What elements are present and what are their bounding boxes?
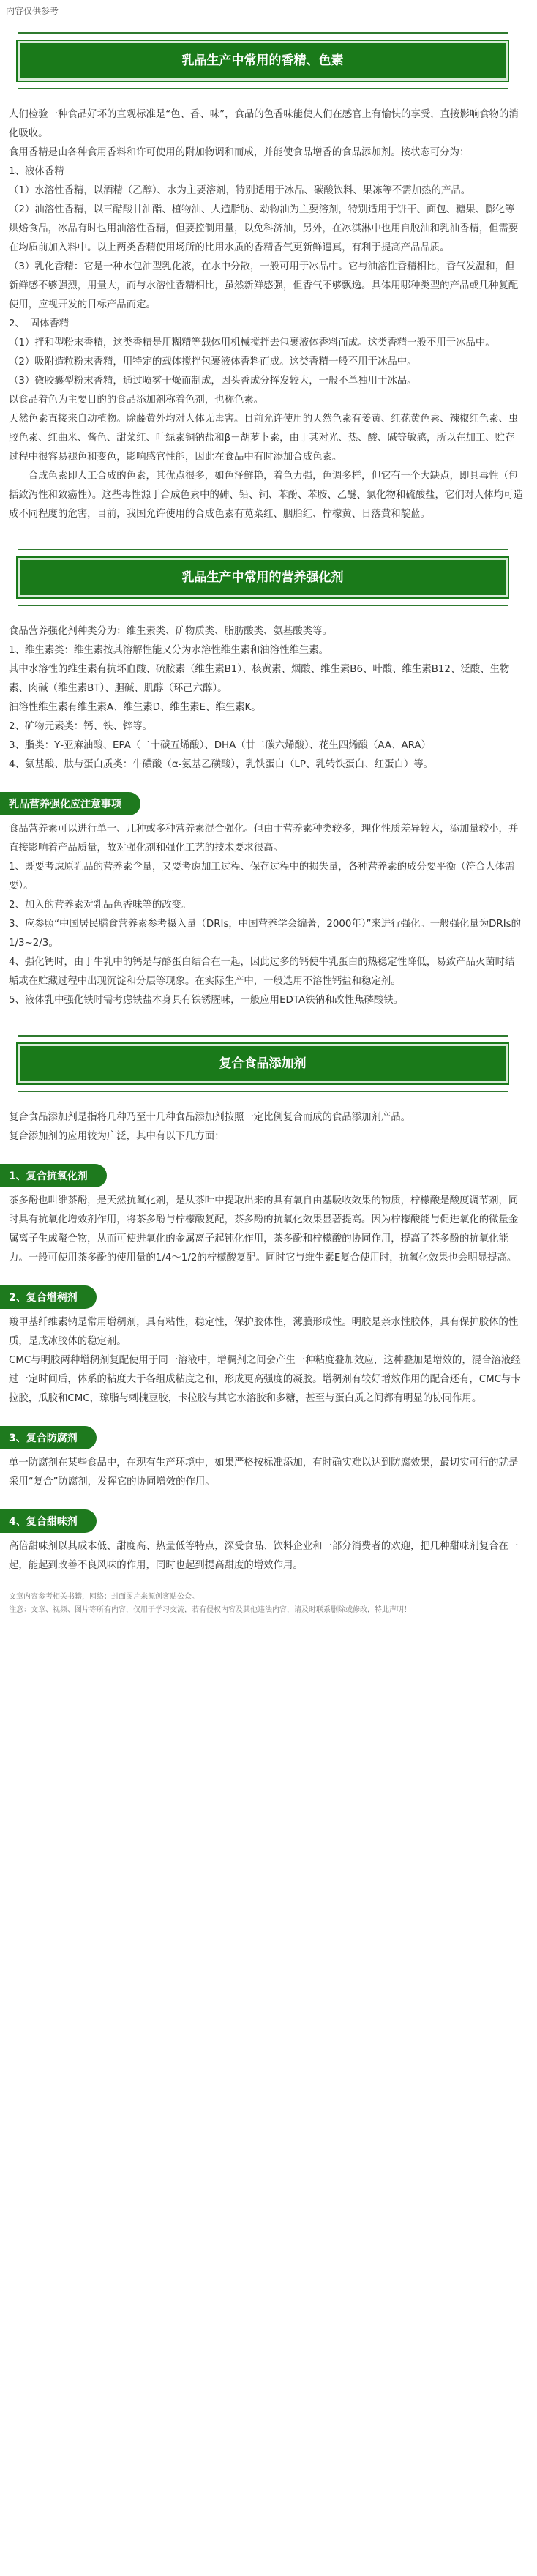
paragraph: 高倍甜味剂以其成本低、甜度高、热量低等特点，深受食品、饮料企业和一部分消费者的欢迎，把几种甜味剂复合在一起，能起到改善不良风味的作用，同时也起到提高甜度的增效作用。: [9, 1541, 519, 1571]
paragraph: （3）乳化香精：它是一种水包油型乳化液，在水中分散，一般可用于冰品中。它与油溶性香精相比，香气发温和，但新鲜感不够强烈，用量大，而与水溶性香精相比，虽然新鲜感强，但香气不够飘逸。具体用哪种类型的产品或几种复配使用，应视开发的目标产品而定。: [9, 261, 519, 310]
section-preservative-body: [0, 1454, 537, 1492]
section-antioxidant-body: [0, 1192, 537, 1268]
footer-note: 文章内容参考相关书籍，网络；封面图片来源创客贴公众。 注意：文章、视频、图片等所有内容，仅用于学习交流，若有侵权内容及其他违法内容，请及时联系删除或修改，特此声明！: [9, 1586, 528, 1617]
section-title-nutrition: 乳品生产中常用的营养强化剂: [18, 558, 508, 597]
section-title-compound: 复合食品添加剂: [18, 1044, 508, 1083]
paragraph: 2、加入的营养素对乳品色香味等的改变。: [9, 900, 192, 911]
paragraph: 2、 固体香精: [9, 318, 70, 329]
paragraph: 天然色素直接来自动植物。除藤黄外均对人体无毒害。目前允许使用的天然色素有姜黄、红花黄色素、辣椒红色素、虫胶色素、红曲米、酱色、甜菜红、叶绿素铜钠盐和β－胡萝卜素，由于其对光、热、酸、碱等敏感，所以在加工、贮存过程中很容易褪色和变色，影响感官性能，因此在食品中有时添加合成色素。: [9, 414, 519, 463]
paragraph: 其中水溶性的维生素有抗坏血酸、硫胺素（维生素B1）、核黄素、烟酸、维生素B6、叶酸、维生素B12、泛酸、生物素、肉碱（维生素BT）、胆碱、肌醇（环己六醇）。: [9, 664, 510, 694]
paragraph: 4、强化钙时，由于牛乳中的钙是与酪蛋白结合在一起，因此过多的钙使牛乳蛋白的热稳定性降低，易致产品灭菌时结垢或在贮藏过程中出现沉淀和分层等现象。在实际生产中，一般选用不溶性钙盐和稳定剂。: [9, 957, 515, 987]
paragraph: 羧甲基纤维素钠是常用增稠剂，具有粘性，稳定性，保护胶体性，薄膜形成性。明胶是亲水性胶体，具有保护胶体的性质，是成冰胶体的稳定剂。: [9, 1317, 519, 1347]
paragraph: 4、氨基酸、肽与蛋白质类：牛磺酸（α-氨基乙磺酸），乳铁蛋白（LP、乳转铁蛋白、红蛋白）等。: [9, 759, 434, 770]
paragraph: 油溶性维生素有维生素A、维生素D、维生素E、维生素K。: [9, 702, 261, 713]
paragraph: 单一防腐剂在某些食品中，在现有生产环境中，如果严格按标准添加，有时确实难以达到防腐效果，最切实可行的就是采用“复合”防腐剂，发挥它的协同增效的作用。: [9, 1457, 519, 1487]
section-nutrition-body: [0, 622, 537, 774]
subheading-fortification-notes: 乳品营养强化应注意事项: [0, 792, 140, 815]
section-compound-intro: [0, 1108, 537, 1146]
paragraph: 3、脂类：Υ-亚麻油酸、EPA（二十碳五烯酸）、DHA（廿二碳六烯酸）、花生四烯酸（AA、ARA）: [9, 740, 431, 751]
paragraph: （2）油溶性香精，以三醋酸甘油酯、植物油、人造脂肪、动物油为主要溶剂，特别适用于饼干、面包、糖果、膨化等烘焙食品，冰品有时也用油溶性香精，但要控制用量，以免科济油，另外，在冰淇淋中也用自脱油和乳油香精，但需要在均质前加入料中。以上两类香精使用场所的比用水质的香精香气更新鲜逼真，有利于提高产品品质。: [9, 204, 519, 253]
paragraph: 食品营养素可以进行单一、几种或多种营养素混合强化。但由于营养素种类较多，理化性质差异较大，添加量较小，并直接影响着产品质量，故对强化剂和强化工艺的技术要求很高。: [9, 824, 519, 854]
section-thickener-body: [0, 1313, 537, 1408]
paragraph: 复合食品添加剂是指将几种乃至十几种食品添加剂按照一定比例复合而成的食品添加剂产品。: [9, 1112, 411, 1123]
section-banner-1: [18, 32, 508, 89]
paragraph: 3、应参照“中国居民膳食营养素参考摄入量（DRIs，中国营养学会编著，2000年）”来进行强化。一般强化量为DRIs的1/3~2/3。: [9, 919, 522, 949]
section-title-flavor-color: 乳品生产中常用的香精、色素: [18, 41, 508, 81]
paragraph: 合成色素即人工合成的色素，其优点很多，如色泽鲜艳，着色力强，色调多样，但它有一个大缺点，即具毒性（包括致泻性和致癌性）。这些毒性源于合成色素中的砷、铅、铜、苯酚、苯胺、乙醚、氯化物和硫酸盐，它们对人体均可造成不同程度的危害，目前，我国允许使用的合成色素有苋菜红、胭脂红、柠檬黄、日落黄和靛蓝。: [9, 471, 523, 520]
paragraph: （1）水溶性香精，以酒精（乙醇）、水为主要溶剂，特别适用于冰品、碳酸饮料、果冻等不需加热的产品。: [9, 185, 471, 196]
paragraph: 2、矿物元素类：钙、铁、锌等。: [9, 721, 152, 732]
paragraph: （1）拌和型粉末香精，这类香精是用糊精等载体用机械搅拌去包裹液体香料而成。这类香精一般不用于冰品中。: [9, 337, 495, 348]
paragraph: 1、维生素类：维生素按其溶解性能又分为水溶性维生素和油溶性维生素。: [9, 645, 329, 656]
paragraph: 以食品着色为主要目的的食品添加剂称着色剂，也称色素。: [9, 395, 264, 406]
paragraph: 茶多酚也叫维茶酚，是天然抗氧化剂，是从茶叶中提取出来的具有氧自由基吸收效果的物质，柠檬酸是酸度调节剂，同时具有抗氧化增效剂作用，将茶多酚与柠檬酸复配，茶多酚的抗氧化效果显著提高。因为柠檬酸能与促进氧化的微量金属离子生成螯合物，从而可使进氧化的金属离子起钝化作用，茶多酚和柠檬酸的协同作用，提高了茶多酚的抗氧化能力。一般可使用茶多酚的使用量的1/4～1/2的柠檬酸复配。同时它与维生素E复合使用时，抗氧化效果也会明显提高。: [9, 1195, 519, 1263]
paragraph: CMC与明胶两种增稠剂复配使用于同一溶液中，增稠剂之间会产生一种粘度叠加效应，这种叠加是增效的，混合溶液经过一定时间后，体系的粘度大于各组成粘度之和，形成更高强度的凝胶。增稠剂有较好增效作用的配合还有，CMC与卡拉胶，瓜胶和CMC，琼脂与刺槐豆胶，卡拉胶与其它水溶胶和多糖，甚至与蛋白质之间都有明显的协同作用。: [9, 1355, 521, 1404]
paragraph: 1、既要考虑原乳品的营养素含量，又要考虑加工过程、保存过程中的损失量，各种营养素的成分要平衡（符合人体需要）。: [9, 862, 515, 892]
section-sweetener-body: [0, 1537, 537, 1575]
subheading-preservative: 3、复合防腐剂: [0, 1426, 97, 1449]
section-fortification-notes-body: [0, 820, 537, 1010]
paragraph: 1、液体香精: [9, 166, 64, 177]
paragraph: 人们检验一种食品好坏的直观标准是“色、香、味”，食品的色香味能使人们在感官上有愉快的享受，直接影响食物的消化吸收。: [9, 109, 519, 139]
section-banner-3: [18, 1035, 508, 1092]
paragraph: 复合添加剂的应用较为广泛，其中有以下几方面：: [9, 1131, 225, 1142]
paragraph: （2）吸附造粒粉末香精，用特定的载体搅拌包裹液体香料而成。这类香精一般不用于冰品中。: [9, 356, 417, 367]
subheading-antioxidant: 1、复合抗氧化剂: [0, 1164, 107, 1187]
section-flavor-color-body: [0, 105, 537, 524]
paragraph: （3）微胶囊型粉末香精，通过喷雾干燥而制成，因头香成分挥发较大，一般不单独用于冰品。: [9, 376, 417, 387]
paragraph: 食用香精是由各种食用香料和许可使用的附加物调和而成，并能使食品增香的食品添加剂。按状态可分为：: [9, 147, 470, 158]
top-note: 内容仅供参考: [6, 6, 59, 16]
subheading-sweetener: 4、复合甜味剂: [0, 1509, 97, 1533]
subheading-thickener: 2、复合增稠剂: [0, 1285, 97, 1309]
paragraph: 5、液体乳中强化铁时需考虑铁盐本身具有铁锈腥味，一般应用EDTA铁钠和改性焦磷酸铁。: [9, 995, 404, 1006]
section-banner-2: [18, 549, 508, 606]
paragraph: 食品营养强化剂种类分为：维生素类、矿物质类、脂肪酸类、氨基酸类等。: [9, 626, 332, 637]
